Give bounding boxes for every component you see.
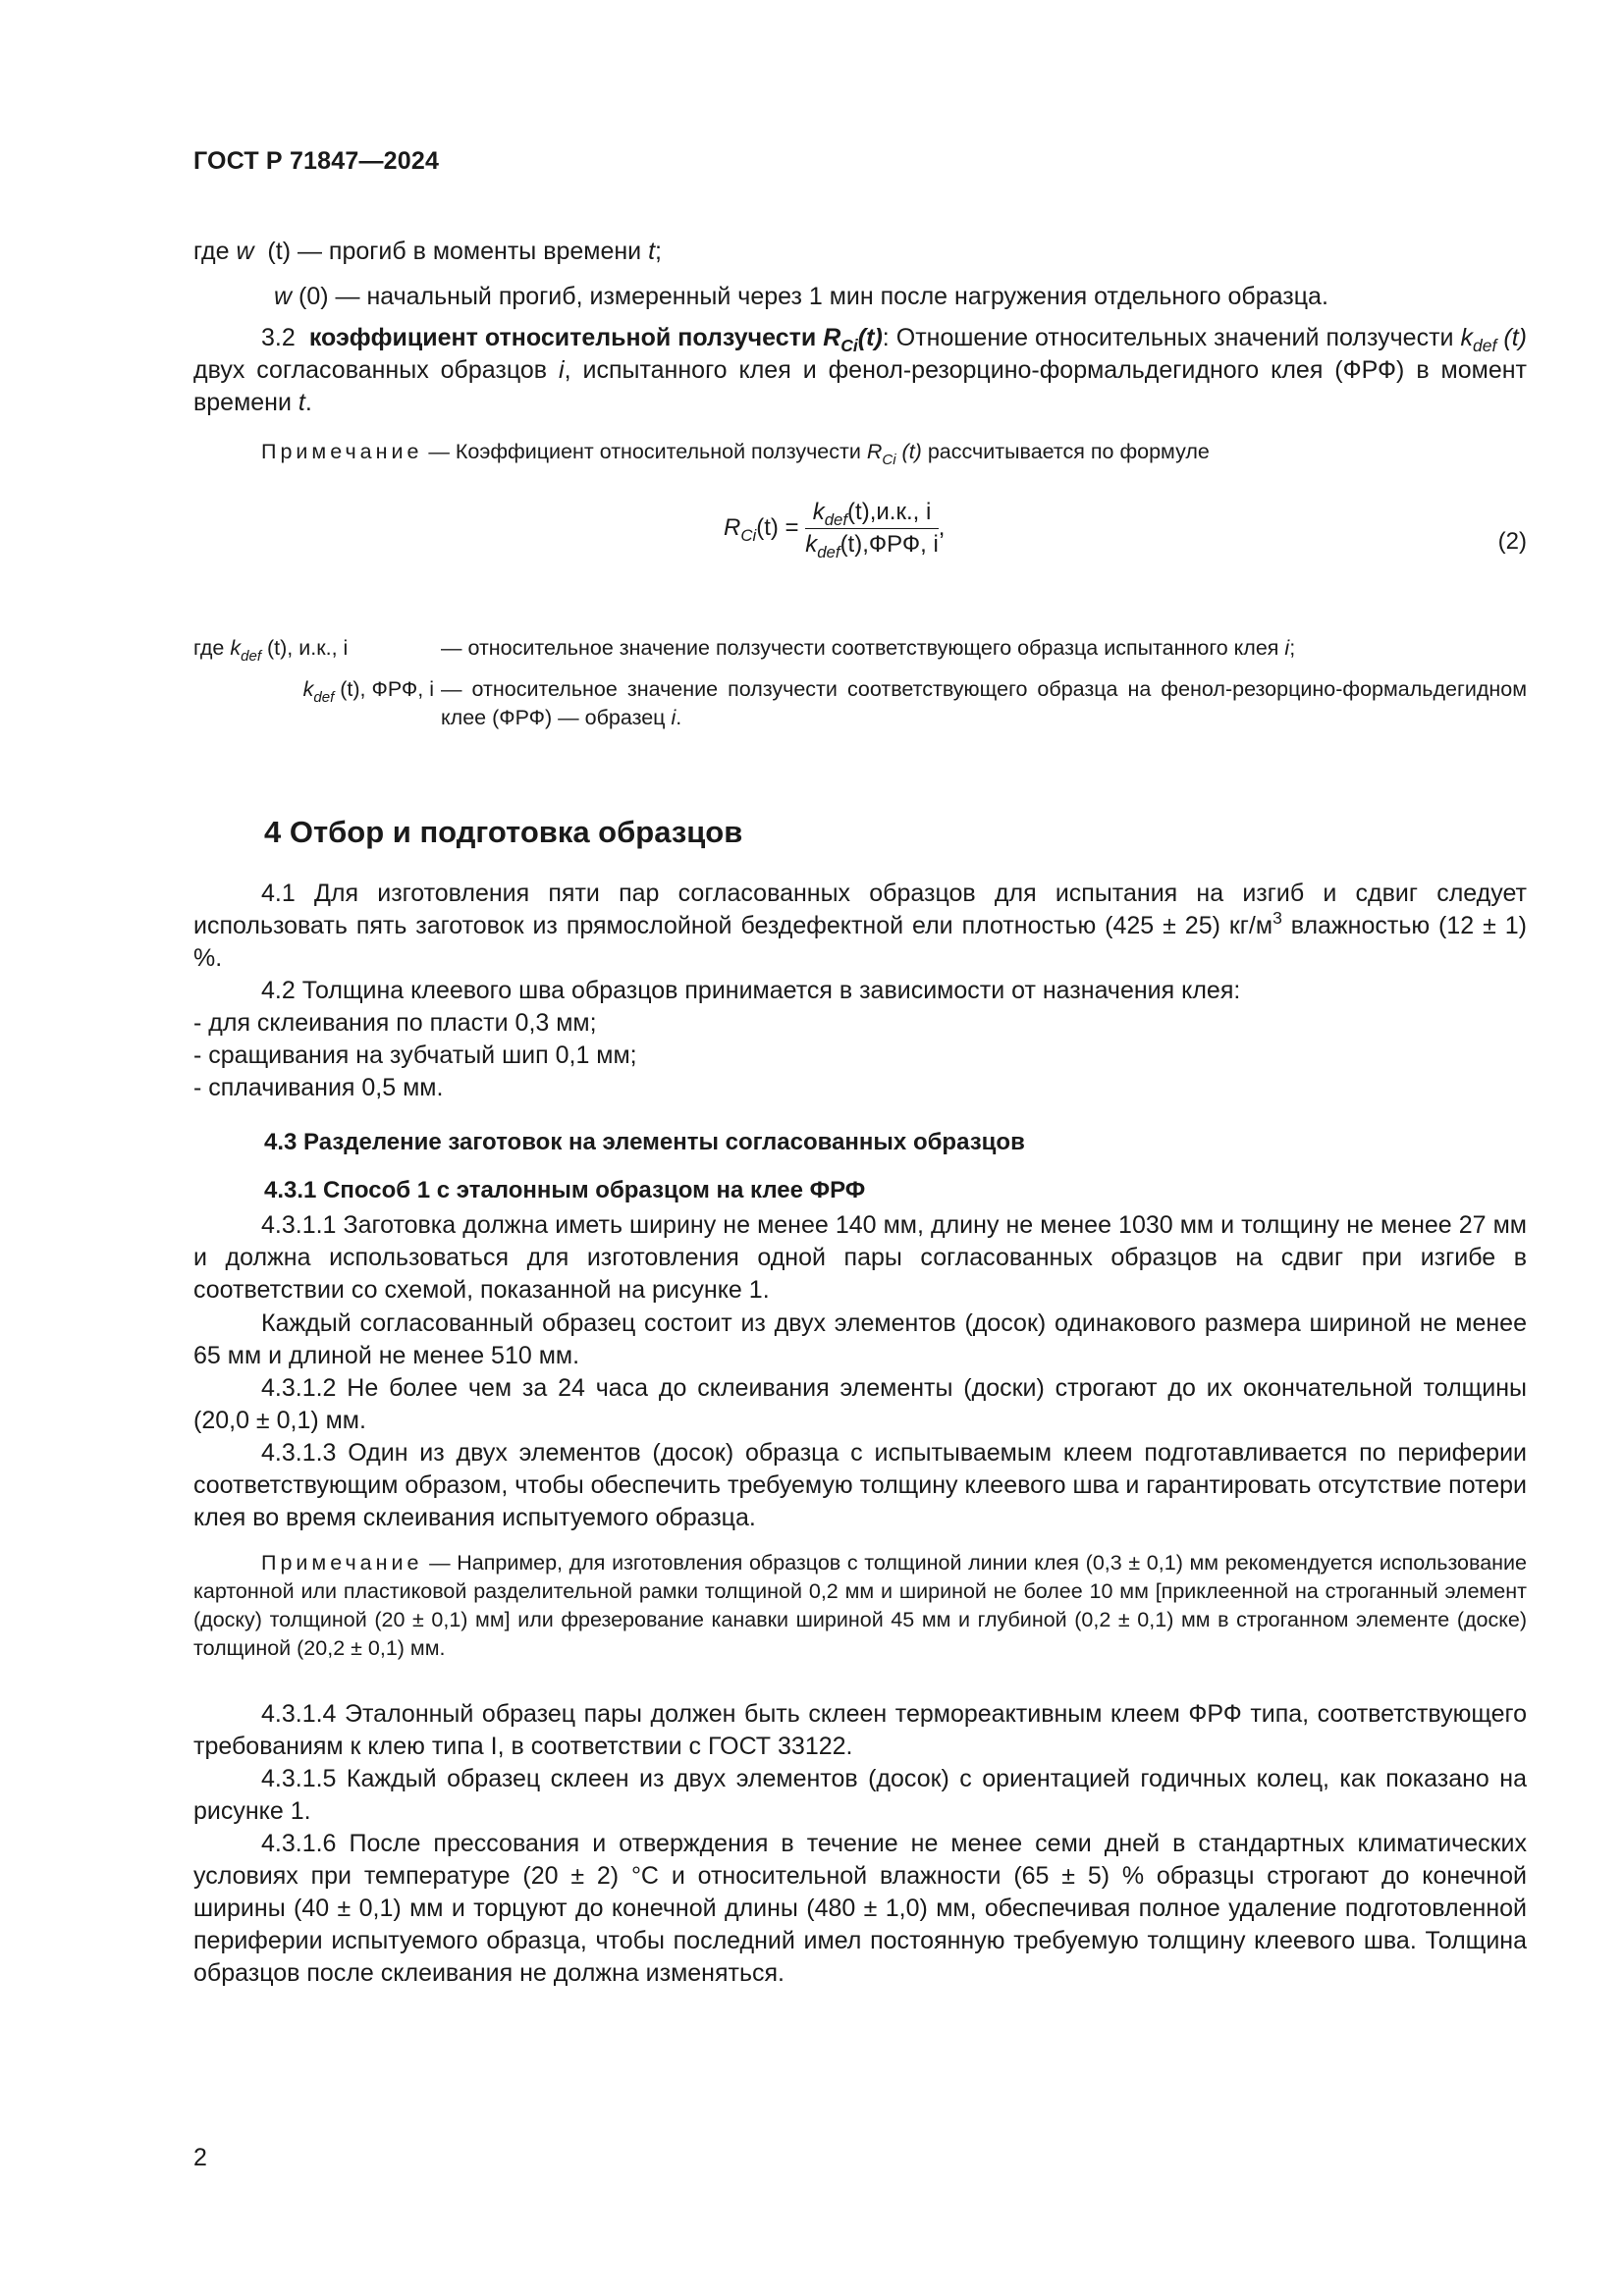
paragraph-4-3-1-5: 4.3.1.5 Каждый образец склеен из двух элементов (досок) с ориентацией годичных колец, как показано на рисунке 1. <box>193 1765 1527 1825</box>
paragraph-4-1: 4.1 Для изготовления пяти пар согласованных образцов для испытания на изгиб и сдвиг следует использовать пять заготовок из прямослойной бездефектной ели плотностью (425 ± 25) $кг/м^3$ влажностью (12 ± 1) %. <box>193 880 1527 972</box>
formula-2: $R_{Ci}(t)$ = $\frac{k_{def}(t),и.к., i}{k_{def}(t),ФРФ, i}$ , <box>724 499 946 561</box>
formula-fraction <box>805 499 939 559</box>
list-item: - сплачивания 0,5 мм. <box>193 1074 444 1101</box>
section-4-3-1-title: 4.3.1 Способ 1 с эталонным образцом на клее ФРФ <box>264 1177 866 1203</box>
where-w-0: w (0) — начальный прогиб, измеренный через 1 мин после нагружения отдельного образца. <box>274 283 1328 310</box>
page-number: 2 <box>193 2144 207 2171</box>
note-2: Примечание — Например, для изготовления образцов с толщиной линии клея (0,3 ± 0,1) мм рекомендуется использование картонной или пластиковой разделительной рамки толщиной 0,2 мм и шириной не более 10 мм [приклеенной на строганный элемент (доску) толщиной (20 ± 0,1) мм] или фрезерование канавки шириной 45 мм и глубиной (0,2 ± 0,1) мм в строганном элементе (доске) толщиной (20,2 ± 0,1) мм. <box>193 1551 1527 1660</box>
formula-number: (2) <box>1497 528 1527 555</box>
paragraph-pair: Каждый согласованный образец состоит из двух элементов (досок) одинакового размера шириной не менее 65 мм и длиной не менее 510 мм. <box>193 1309 1527 1369</box>
document-header-code: ГОСТ Р 71847—2024 <box>193 147 440 175</box>
paragraph-4-3-1-6: 4.3.1.6 После прессования и отверждения в течение не менее семи дней в стандартных климатических условиях при температуре (20 ± 2) °С и относительной влажности (65 ± 5) % образцы строгают до конечной ширины (40 ± 0,1) мм и торцуют до конечной длины (480 ± 1,0) мм, обеспечивая полное удаление подготовленной периферии испытуемого образца, чтобы последний имел постоянную требуемую толщину клеевого шва. Толщина образцов после склеивания не должна изменяться. <box>193 1830 1527 1987</box>
formula-numerator: $k_{def}(t),и.к$., i <box>805 499 939 529</box>
list-4-2 <box>193 1007 1527 1104</box>
paragraph-4-3-1-4: 4.3.1.4 Эталонный образец пары должен быть склеен термореактивным клеем ФРФ типа, соответствующего требованиям к клею типа I, в соответствии с ГОСТ 33122. <box>193 1700 1527 1760</box>
paragraph-4-3-1-1: 4.3.1.1 Заготовка должна иметь ширину не менее 140 мм, длину не менее 1030 мм и толщину не менее 27 мм и должна использоваться для изготовления одной пары согласованных образцов на сдвиг при изгибе в соответствии со схемой, показанной на рисунке 1. <box>193 1211 1527 1304</box>
paragraph-4-3-1-3: 4.3.1.3 Один из двух элементов (досок) образца с испытываемым клеем подготавливается по периферии соответствующим образом, чтобы обеспечить требуемую толщину клеевого шва и гарантировать отсутствие потери клея во время склеивания испытуемого образца. <box>193 1439 1527 1531</box>
where-w-t: где w (t) — прогиб в моменты времени t; <box>193 238 662 265</box>
paragraph-4-3-1-2: 4.3.1.2 Не более чем за 24 часа до склеивания элементы (доски) строгают до их окончательной толщины (20,0 ± 0,1) мм. <box>193 1374 1527 1434</box>
formula-denominator: $k_{def}(t),ФРФ$, i <box>805 531 939 561</box>
definition-3-2: 3.2 коэффициент относительной ползучести $R_{Ci}(t)$: Отношение относительных значений ползучести $k_{def}$ (t) двух согласованных образцов i, испытанного клея и фенол-резорцино-формальдегидного клея (ФРФ) в момент времени t. <box>193 324 1527 416</box>
list-item: - для склеивания по пласти 0,3 мм; <box>193 1009 597 1037</box>
note-1: Примечание — Коэффициент относительной ползучести $R_{Ci}$ (t) рассчитывается по формуле <box>261 440 1210 468</box>
section-4-3-title: 4.3 Разделение заготовок на элементы согласованных образцов <box>264 1129 1025 1155</box>
section-4-title: 4 Отбор и подготовка образцов <box>264 815 743 849</box>
list-item: - сращивания на зубчатый шип 0,1 мм; <box>193 1041 637 1069</box>
paragraph-4-2: 4.2 Толщина клеевого шва образцов принимается в зависимости от назначения клея: <box>261 977 1241 1004</box>
